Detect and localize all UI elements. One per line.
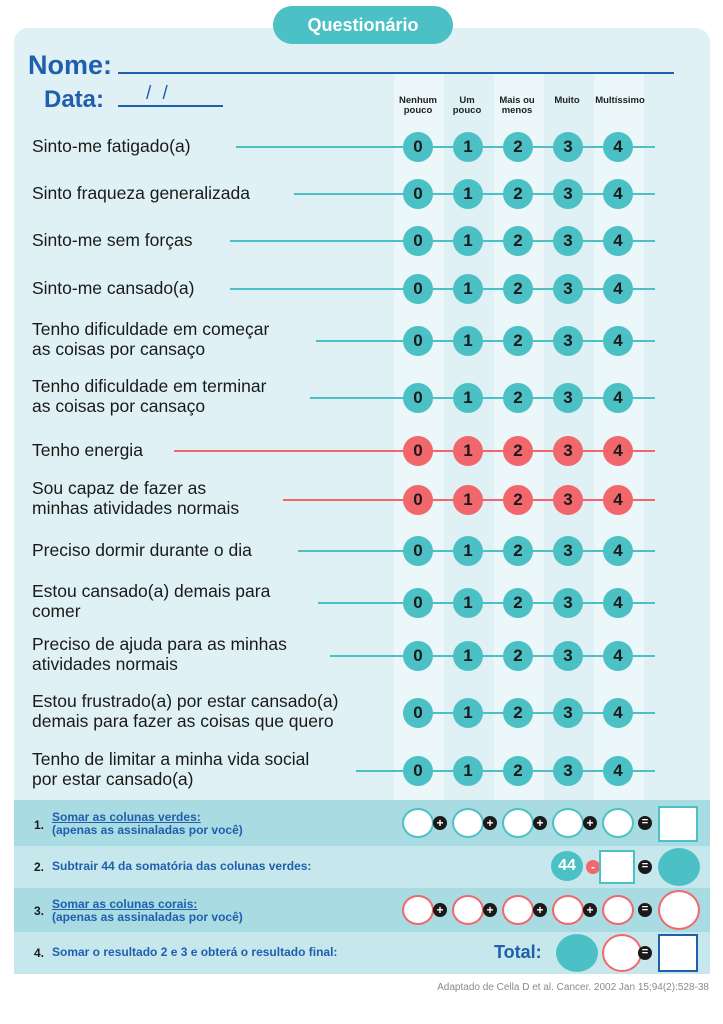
answer-option-2[interactable]: 2 xyxy=(503,698,533,728)
date-label: Data: xyxy=(44,86,105,113)
answer-option-2[interactable]: 2 xyxy=(503,588,533,618)
column-header-0: Nenhum pouco xyxy=(399,95,437,116)
answer-option-3[interactable]: 3 xyxy=(553,641,583,671)
question-text: Estou frustrado(a) por estar cansado(a) demais para fazer as coisas que quero xyxy=(32,691,339,731)
answer-option-1[interactable]: 1 xyxy=(453,179,483,209)
plus-icon: + xyxy=(483,816,497,830)
step-4-number: 4. xyxy=(34,946,45,960)
answer-option-3[interactable]: 3 xyxy=(553,698,583,728)
name-label: Nome: xyxy=(28,50,113,80)
step-3-number: 3. xyxy=(34,904,45,918)
answer-option-1[interactable]: 1 xyxy=(453,588,483,618)
source-credit: Adaptado de Cella D et al. Cancer. 2002 Jan 15;94(2):528-38 xyxy=(437,982,709,993)
step-4-text: Somar o resultado 2 e 3 e obterá o resultado final: xyxy=(52,945,338,959)
answer-option-1[interactable]: 1 xyxy=(453,698,483,728)
answer-option-0[interactable]: 0 xyxy=(403,641,433,671)
answer-option-4[interactable]: 4 xyxy=(603,536,633,566)
total-coral-part xyxy=(602,934,642,972)
answer-option-0[interactable]: 0 xyxy=(403,274,433,304)
answer-option-2[interactable]: 2 xyxy=(503,485,533,515)
question-guide-line xyxy=(230,288,655,290)
answer-option-4[interactable]: 4 xyxy=(603,485,633,515)
answer-option-4[interactable]: 4 xyxy=(603,698,633,728)
question-text: Tenho dificuldade em começar as coisas por cansaço xyxy=(32,319,270,359)
answer-option-2[interactable]: 2 xyxy=(503,179,533,209)
coral-sum-input-2[interactable] xyxy=(502,895,534,925)
answer-option-3[interactable]: 3 xyxy=(553,383,583,413)
question-text: Preciso de ajuda para as minhas atividades normais xyxy=(32,634,287,674)
name-field[interactable] xyxy=(118,72,674,74)
question-text: Tenho energia xyxy=(32,440,143,460)
step-2-text: Subtrair 44 da somatória das colunas verdes: xyxy=(52,859,312,873)
subtraction-input[interactable] xyxy=(599,850,635,884)
question-text: Sinto fraqueza generalizada xyxy=(32,183,250,203)
green-sum-input-2[interactable] xyxy=(502,808,534,838)
step-2-row xyxy=(14,846,710,888)
step-2-number: 2. xyxy=(34,860,45,874)
answer-option-0[interactable]: 0 xyxy=(403,588,433,618)
question-guide-line xyxy=(236,146,655,148)
answer-option-4[interactable]: 4 xyxy=(603,226,633,256)
total-label: Total: xyxy=(494,942,542,962)
answer-option-3[interactable]: 3 xyxy=(553,536,583,566)
answer-option-4[interactable]: 4 xyxy=(603,326,633,356)
answer-option-3[interactable]: 3 xyxy=(553,132,583,162)
column-header-2: Mais ou menos xyxy=(499,95,535,116)
scoring-section xyxy=(14,800,710,974)
equals-icon: = xyxy=(638,946,652,960)
plus-icon: + xyxy=(583,903,597,917)
answer-option-4[interactable]: 4 xyxy=(603,436,633,466)
total-green-part xyxy=(556,934,598,972)
question-text: Estou cansado(a) demais para comer xyxy=(32,581,271,621)
page-title: Questionário xyxy=(273,6,453,44)
column-header-3: Muito xyxy=(554,95,580,106)
question-text: Sinto-me fatigado(a) xyxy=(32,136,191,156)
answer-option-0[interactable]: 0 xyxy=(403,326,433,356)
final-total-box[interactable] xyxy=(658,934,698,972)
date-field[interactable]: / / xyxy=(118,83,223,107)
step-3-row xyxy=(14,888,710,932)
question-text: Tenho dificuldade em terminar as coisas por cansaço xyxy=(32,376,267,416)
question-text: Sinto-me sem forças xyxy=(32,230,193,250)
plus-icon: + xyxy=(433,816,447,830)
minus-icon: - xyxy=(586,860,600,874)
answer-option-1[interactable]: 1 xyxy=(453,641,483,671)
answer-option-1[interactable]: 1 xyxy=(453,436,483,466)
answer-option-3[interactable]: 3 xyxy=(553,485,583,515)
answer-option-0[interactable]: 0 xyxy=(403,383,433,413)
plus-icon: + xyxy=(433,903,447,917)
step-1-text: Somar as colunas verdes: (apenas as assinaladas por você) xyxy=(52,810,243,837)
answer-option-4[interactable]: 4 xyxy=(603,756,633,786)
step-1-number: 1. xyxy=(34,818,45,832)
answer-option-2[interactable]: 2 xyxy=(503,274,533,304)
coral-sum-input-0[interactable] xyxy=(402,895,434,925)
answer-option-2[interactable]: 2 xyxy=(503,756,533,786)
answer-option-1[interactable]: 1 xyxy=(453,536,483,566)
plus-icon: + xyxy=(483,903,497,917)
answer-option-2[interactable]: 2 xyxy=(503,536,533,566)
step-4-row xyxy=(14,932,710,974)
question-text: Preciso dormir durante o dia xyxy=(32,540,252,560)
answer-option-3[interactable]: 3 xyxy=(553,179,583,209)
answer-option-0[interactable]: 0 xyxy=(403,485,433,515)
answer-option-2[interactable]: 2 xyxy=(503,326,533,356)
answer-option-1[interactable]: 1 xyxy=(453,326,483,356)
green-sum-input-4[interactable] xyxy=(602,808,634,838)
question-text: Tenho de limitar a minha vida social por estar cansado(a) xyxy=(32,749,310,789)
answer-option-0[interactable]: 0 xyxy=(403,436,433,466)
answer-option-3[interactable]: 3 xyxy=(553,274,583,304)
question-text: Sinto-me cansado(a) xyxy=(32,278,195,298)
answer-option-2[interactable]: 2 xyxy=(503,383,533,413)
answer-option-3[interactable]: 3 xyxy=(553,326,583,356)
equals-icon: = xyxy=(638,903,652,917)
answer-option-3[interactable]: 3 xyxy=(553,226,583,256)
answer-option-0[interactable]: 0 xyxy=(403,132,433,162)
step-3-text: Somar as colunas corais: (apenas as assinaladas por você) xyxy=(52,897,243,924)
column-header-1: Um pouco xyxy=(452,95,482,116)
answer-option-3[interactable]: 3 xyxy=(553,588,583,618)
answer-option-0[interactable]: 0 xyxy=(403,756,433,786)
answer-option-1[interactable]: 1 xyxy=(453,226,483,256)
answer-option-4[interactable]: 4 xyxy=(603,383,633,413)
answer-option-1[interactable]: 1 xyxy=(453,485,483,515)
green-sum-input-1[interactable] xyxy=(452,808,484,838)
answer-option-3[interactable]: 3 xyxy=(553,756,583,786)
answer-option-1[interactable]: 1 xyxy=(453,756,483,786)
answer-option-2[interactable]: 2 xyxy=(503,436,533,466)
answer-option-0[interactable]: 0 xyxy=(403,179,433,209)
green-sum-input-3[interactable] xyxy=(552,808,584,838)
answer-option-4[interactable]: 4 xyxy=(603,179,633,209)
plus-icon: + xyxy=(533,903,547,917)
equals-icon: = xyxy=(638,860,652,874)
answer-option-0[interactable]: 0 xyxy=(403,226,433,256)
coral-sum-input-4[interactable] xyxy=(602,895,634,925)
answer-option-2[interactable]: 2 xyxy=(503,641,533,671)
answer-option-1[interactable]: 1 xyxy=(453,132,483,162)
question-guide-line xyxy=(230,240,655,242)
answer-option-2[interactable]: 2 xyxy=(503,226,533,256)
answer-option-4[interactable]: 4 xyxy=(603,274,633,304)
coral-sum-input-1[interactable] xyxy=(452,895,484,925)
plus-icon: + xyxy=(533,816,547,830)
answer-option-0[interactable]: 0 xyxy=(403,536,433,566)
answer-option-4[interactable]: 4 xyxy=(603,641,633,671)
answer-option-0[interactable]: 0 xyxy=(403,698,433,728)
answer-option-4[interactable]: 4 xyxy=(603,132,633,162)
coral-sum-result[interactable] xyxy=(658,890,700,930)
answer-option-1[interactable]: 1 xyxy=(453,383,483,413)
equals-icon: = xyxy=(638,816,652,830)
step-1-row xyxy=(14,800,710,846)
question-text: Sou capaz de fazer as minhas atividades normais xyxy=(32,478,240,518)
green-sum-input-0[interactable] xyxy=(402,808,434,838)
green-sum-result[interactable] xyxy=(658,806,698,842)
answer-option-1[interactable]: 1 xyxy=(453,274,483,304)
subtraction-result[interactable] xyxy=(658,848,700,886)
coral-sum-input-3[interactable] xyxy=(552,895,584,925)
answer-option-4[interactable]: 4 xyxy=(603,588,633,618)
plus-icon: + xyxy=(583,816,597,830)
constant-44: 44 xyxy=(551,851,583,881)
answer-option-2[interactable]: 2 xyxy=(503,132,533,162)
column-header-4: Multíssimo xyxy=(595,95,645,106)
answer-option-3[interactable]: 3 xyxy=(553,436,583,466)
